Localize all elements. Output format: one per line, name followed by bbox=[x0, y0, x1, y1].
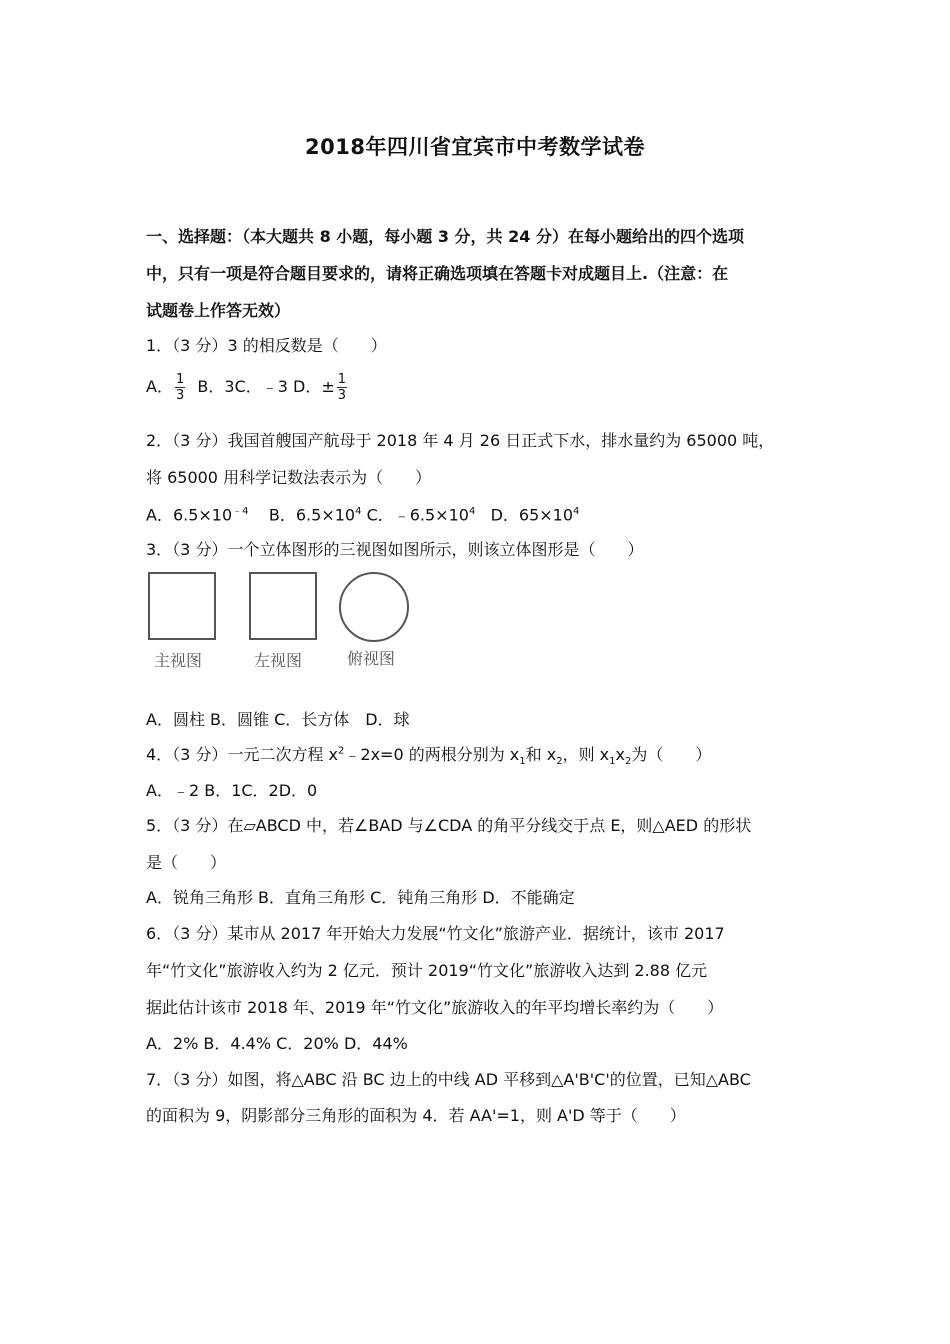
top-view-circle bbox=[339, 572, 409, 642]
question-2-line-1: 2．（3 分）我国首艘国产航母于 2018 年 4 月 26 日正式下水，排水量约为 65000 吨， bbox=[146, 431, 775, 450]
q4-stem-part-e: x bbox=[615, 745, 625, 764]
question-1-options bbox=[146, 372, 349, 403]
question-5-options: A．锐角三角形 B．直角三角形 C．钝角三角形 D．不能确定 bbox=[146, 888, 575, 907]
q4-subscript: 1 bbox=[609, 756, 616, 768]
question-5-line-2: 是（ ） bbox=[146, 853, 227, 872]
q4-stem-part-c: 和 x bbox=[525, 745, 557, 764]
q1-options-middle: B．3C．﹣3 D．± bbox=[197, 377, 335, 396]
q2-option-b-exponent: 4 bbox=[355, 506, 362, 517]
question-6-line-1: 6．（3 分）某市从 2017 年开始大力发展“竹文化”旅游产业．据统计，该市 2017 bbox=[146, 924, 725, 943]
q1-option-a-label: A． bbox=[146, 377, 173, 396]
section-heading-line-3: 试题卷上作答无效） bbox=[146, 301, 291, 320]
side-view-caption: 左视图 bbox=[254, 651, 303, 670]
q4-stem-part-f: 为（ ） bbox=[631, 745, 712, 764]
question-1-stem: 1．（3 分）3 的相反数是（ ） bbox=[146, 336, 387, 355]
q4-subscript: 2 bbox=[625, 756, 632, 768]
three-view-figure bbox=[146, 570, 416, 675]
question-5-line-1: 5．（3 分）在▱ABCD 中，若∠BAD 与∠CDA 的角平分线交于点 E，则△AED 的形状 bbox=[146, 816, 752, 835]
section-heading-line-1: 一、选择题：（本大题共 8 小题，每小题 3 分，共 24 分）在每小题给出的四个选项 bbox=[146, 227, 744, 246]
section-heading-line-2: 中，只有一项是符合题目要求的，请将正确选项填在答题卡对成题目上.（注意：在 bbox=[146, 264, 729, 283]
question-2-options bbox=[146, 502, 579, 525]
question-3-stem: 3．（3 分）一个立体图形的三视图如图所示，则该立体图形是（ ） bbox=[146, 540, 644, 559]
q2-option-a-exponent: ﹣4 bbox=[232, 506, 249, 517]
q4-exponent: 2 bbox=[338, 745, 345, 757]
q4-stem-part-d: ，则 x bbox=[562, 745, 610, 764]
q2-option-d-exponent: 4 bbox=[573, 506, 580, 517]
page-title: 2018年四川省宜宾市中考数学试卷 bbox=[305, 135, 645, 159]
q2-option-b: B．6.5×10 bbox=[268, 505, 356, 525]
question-6-line-3: 据此估计该市 2018 年、2019 年“竹文化”旅游收入的年平均增长率约为（ ） bbox=[146, 998, 724, 1017]
front-view-square bbox=[148, 572, 216, 640]
q4-subscript: 2 bbox=[556, 756, 563, 768]
fraction-numerator: 1 bbox=[175, 372, 185, 387]
q2-option-a: A．6.5×10 bbox=[146, 505, 233, 525]
question-2-line-2: 将 65000 用科学记数法表示为（ ） bbox=[146, 468, 432, 487]
fraction-denominator: 3 bbox=[175, 388, 185, 403]
side-view-square bbox=[249, 572, 317, 640]
q2-option-c: C．﹣6.5×10 bbox=[366, 505, 469, 525]
front-view-caption: 主视图 bbox=[154, 651, 203, 670]
question-3-options: A．圆柱 B．圆锥 C．长方体 D．球 bbox=[146, 710, 410, 729]
fraction-denominator: 3 bbox=[337, 388, 347, 403]
question-7-line-1: 7．（3 分）如图，将△ABC 沿 BC 边上的中线 AD 平移到△A'B'C'的位置，已知△ABC bbox=[146, 1070, 751, 1089]
question-6-options: A．2% B．4.4% C．20% D．44% bbox=[146, 1034, 408, 1053]
question-7-line-2: 的面积为 9，阴影部分三角形的面积为 4．若 AA'=1，则 A'D 等于（ ） bbox=[146, 1106, 686, 1125]
question-6-line-2: 年“竹文化”旅游收入约为 2 亿元．预计 2019“竹文化”旅游收入达到 2.88 亿元 bbox=[146, 961, 708, 980]
q1-fraction-a bbox=[175, 372, 185, 403]
q2-option-d: D．65×10 bbox=[490, 505, 574, 525]
q4-stem-part-b: ﹣2x=0 的两根分别为 x bbox=[344, 745, 520, 764]
question-4-options: A．﹣2 B．1C．2D．0 bbox=[146, 781, 318, 800]
q4-subscript: 1 bbox=[519, 756, 526, 768]
q4-stem-part-a: 4．（3 分）一元二次方程 x bbox=[146, 745, 339, 764]
question-4-stem bbox=[146, 742, 711, 767]
fraction-numerator: 1 bbox=[337, 372, 347, 387]
q1-fraction-d bbox=[337, 372, 347, 403]
top-view-caption: 俯视图 bbox=[347, 649, 396, 668]
q2-option-c-exponent: 4 bbox=[468, 506, 476, 517]
